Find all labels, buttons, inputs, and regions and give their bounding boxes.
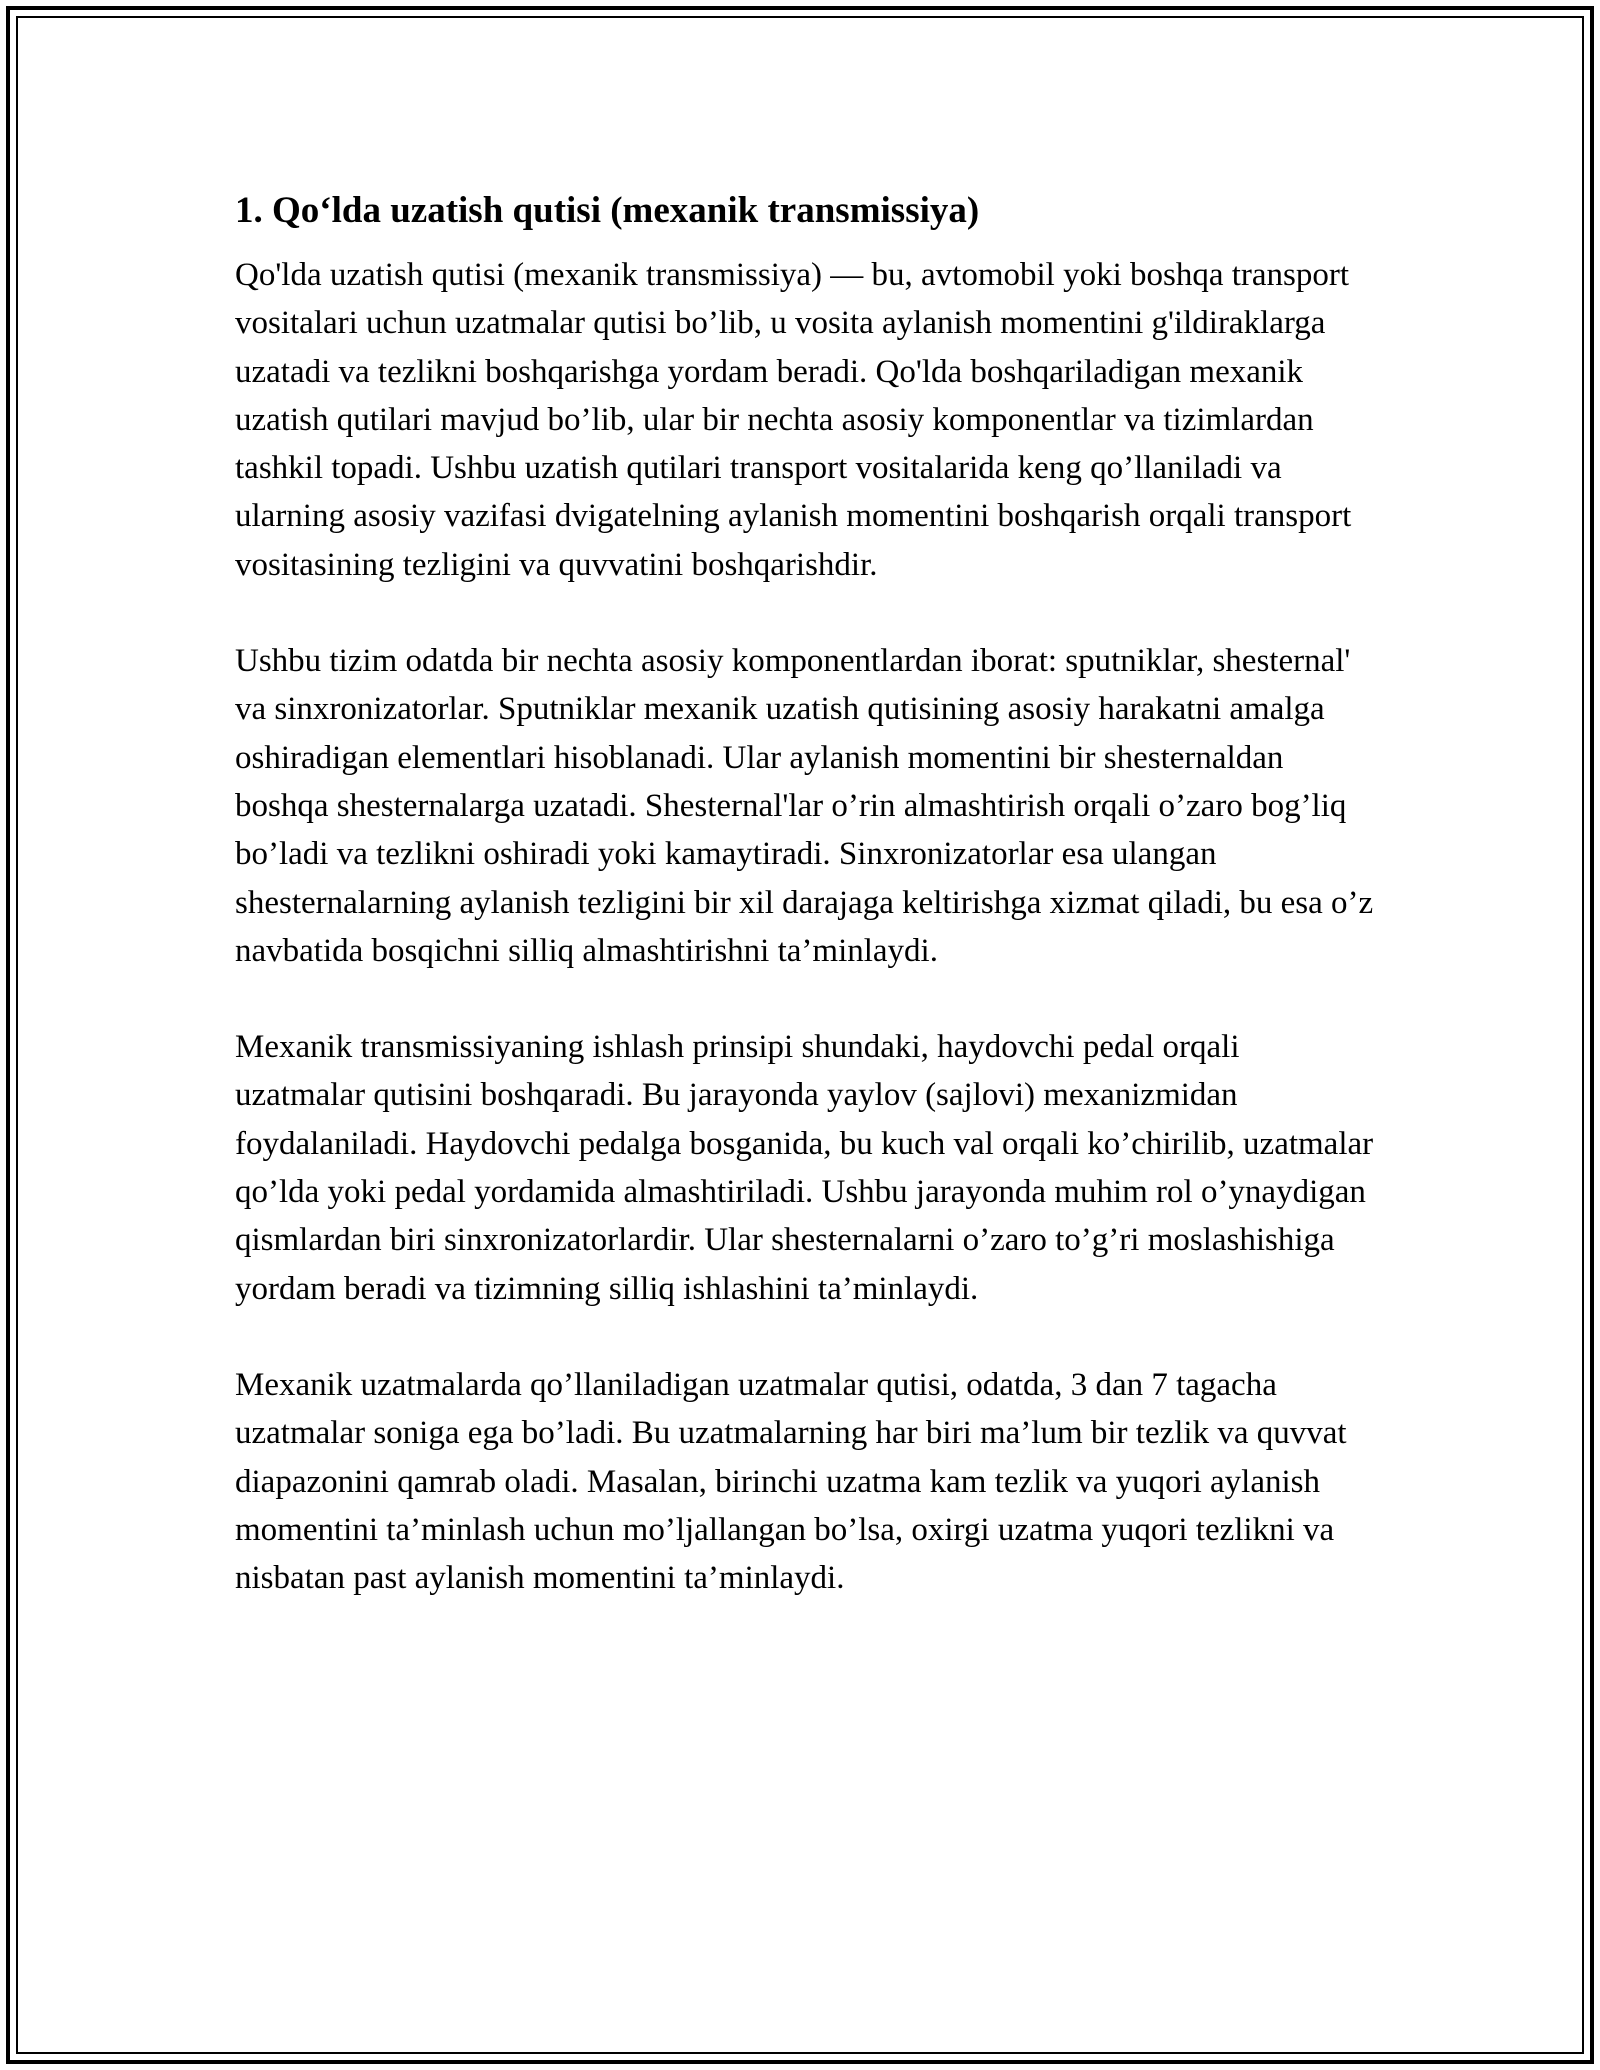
document-body — [235, 185, 1375, 1650]
paragraph-principle: Mexanik transmissiyaning ishlash prinsipi shundaki, haydovchi pedal orqali uzatmalar qutisini boshqaradi. Bu jarayonda yaylov (sajlovi) mexanizmidan foydalaniladi. Haydovchi pedalga bosganida, bu kuch val orqali ko’chirilib, uzatmalar qo’lda yoki pedal yordamida almashtiriladi. Ushbu jarayonda muhim rol o’ynaydigan qismlardan biri sinxronizatorlardir. Ular shesternalarni o’zaro to’g’ri moslashishiga yordam beradi va tizimning silliq ishlashini ta’minlaydi. — [235, 1029, 1374, 1307]
paragraph-components: Ushbu tizim odatda bir nechta asosiy komponentlardan iborat: sputniklar, shesternal' va sinxronizatorlar. Sputniklar mexanik uzatish qutisining asosiy harakatni amalga oshiradigan elementlari hisoblanadi. Ular aylanish momentini bir shesternaldan boshqa shesternalarga uzatadi. Shesternal'lar o’rin almashtirish orqali o’zaro bog’liq bo’ladi va tezlikni oshiradi yoki kamaytiradi. Sinxronizatorlar esa ulangan shesternalarning aylanish tezligini bir xil darajaga keltirishga xizmat qiladi, bu esa o’z navbatida bosqichni silliq almashtirishni ta’minlaydi. — [235, 643, 1374, 969]
paragraph-gears: Mexanik uzatmalarda qo’llaniladigan uzatmalar qutisi, odatda, 3 dan 7 tagacha uzatmalar soniga ega bo’ladi. Bu uzatmalarning har biri ma’lum bir tezlik va quvvat diapazonini qamrab oladi. Masalan, birinchi uzatma kam tezlik va yuqori aylanish momentini ta’minlash uchun mo’ljallangan bo’lsa, oxirgi uzatma yuqori tezlikni va nisbatan past aylanish momentini ta’minlaydi. — [235, 1366, 1347, 1597]
paragraph-intro: Qo'lda uzatish qutisi (mexanik transmissiya) — bu, avtomobil yoki boshqa transport vositalari uchun uzatmalar qutisi bo’lib, u vosita aylanish momentini g'ildiraklarga uzatadi va tezlikni boshqarishga yordam beradi. Qo'lda boshqariladigan mexanik uzatish qutilari mavjud bo’lib, ular bir nechta asosiy komponentlar va tizimlardan tashkil topadi. Ushbu uzatish qutilari transport vositalarida keng qo’llaniladi va ularning asosiy vazifasi dvigatelning aylanish momentini boshqarish orqali transport vositasining tezligini va quvvatini boshqarishdir. — [235, 257, 1352, 583]
section-heading: 1. Qo‘lda uzatish qutisi (mexanik transmissiya) — [235, 190, 980, 231]
